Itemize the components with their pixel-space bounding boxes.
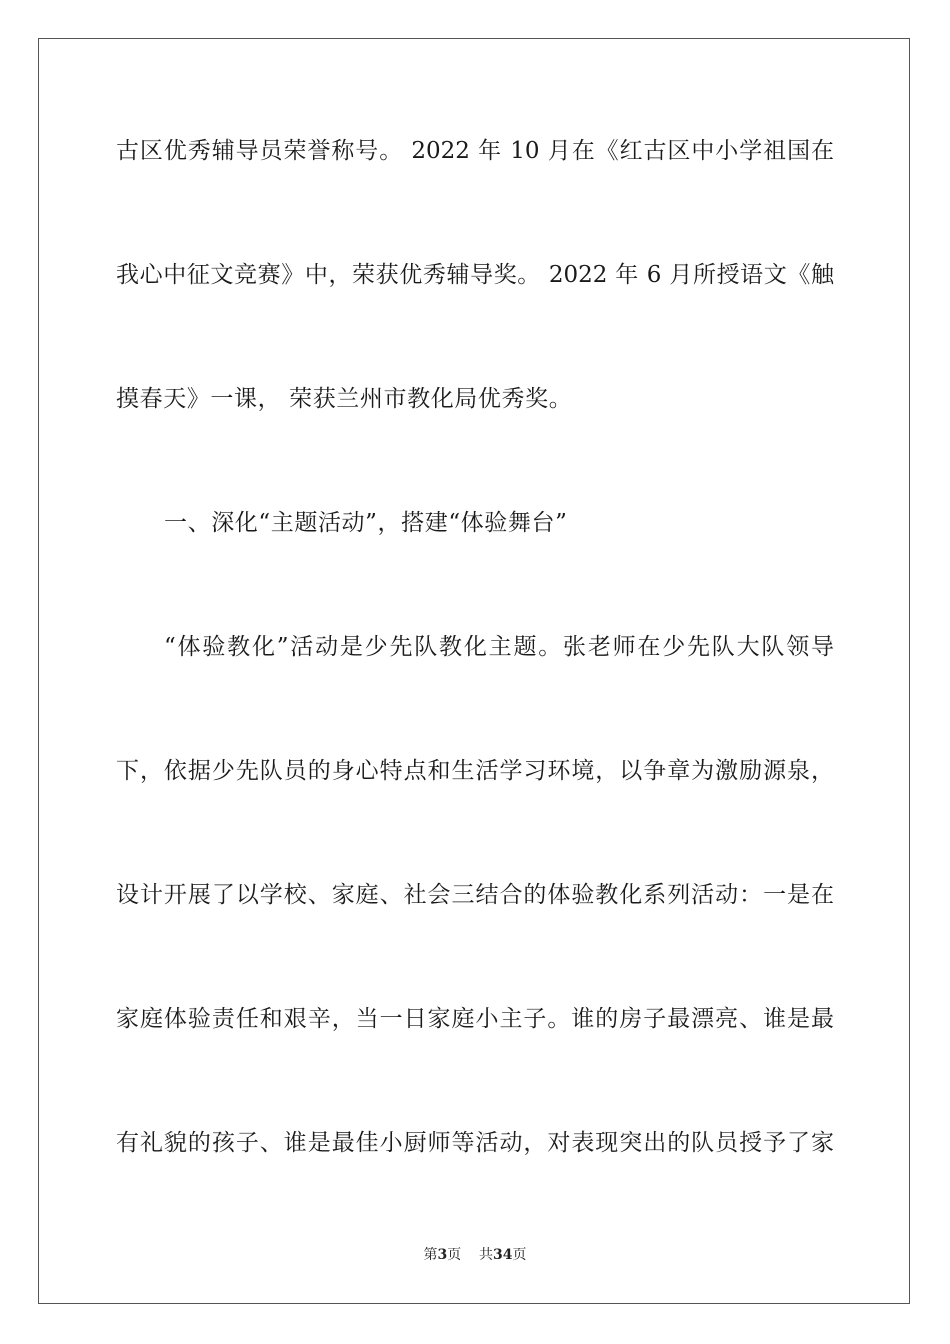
footer-page-number: 3 (437, 1247, 448, 1263)
footer-total-suffix: 页 (512, 1247, 527, 1263)
body-line-6: 下，依据少先队员的身心特点和生活学习环境，以争章为激励源泉， (116, 758, 834, 784)
body-line-9: 有礼貌的孩子、谁是最佳小厨师等活动，对表现突出的队员授予了家 (116, 1130, 834, 1156)
body-line-7: 设计开展了以学校、家庭、社会三结合的体验教化系列活动：一是在 (116, 882, 834, 908)
body-line-5: “体验教化”活动是少先队教化主题。张老师在少先队大队领导 (164, 634, 834, 660)
footer-page-prefix: 第 (423, 1247, 438, 1263)
body-line-2: 我心中征文竞赛》中，荣获优秀辅导奖。 2022 年 6 月所授语文《触 (116, 262, 834, 288)
footer-total-prefix: 共 (479, 1247, 494, 1263)
footer-page-suffix: 页 (447, 1247, 462, 1263)
body-line-1: 古区优秀辅导员荣誉称号。 2022 年 10 月在《红古区中小学祖国在 (116, 138, 834, 164)
footer-total-pages: 34 (493, 1247, 513, 1263)
section-heading: 一、深化“主题活动”，搭建“体验舞台” (164, 510, 568, 536)
page-footer (0, 1246, 950, 1264)
body-line-3: 摸春天》一课， 荣获兰州市教化局优秀奖。 (116, 386, 573, 412)
page-frame (38, 38, 910, 1304)
body-line-8: 家庭体验责任和艰辛，当一日家庭小主子。谁的房子最漂亮、谁是最 (116, 1006, 834, 1032)
